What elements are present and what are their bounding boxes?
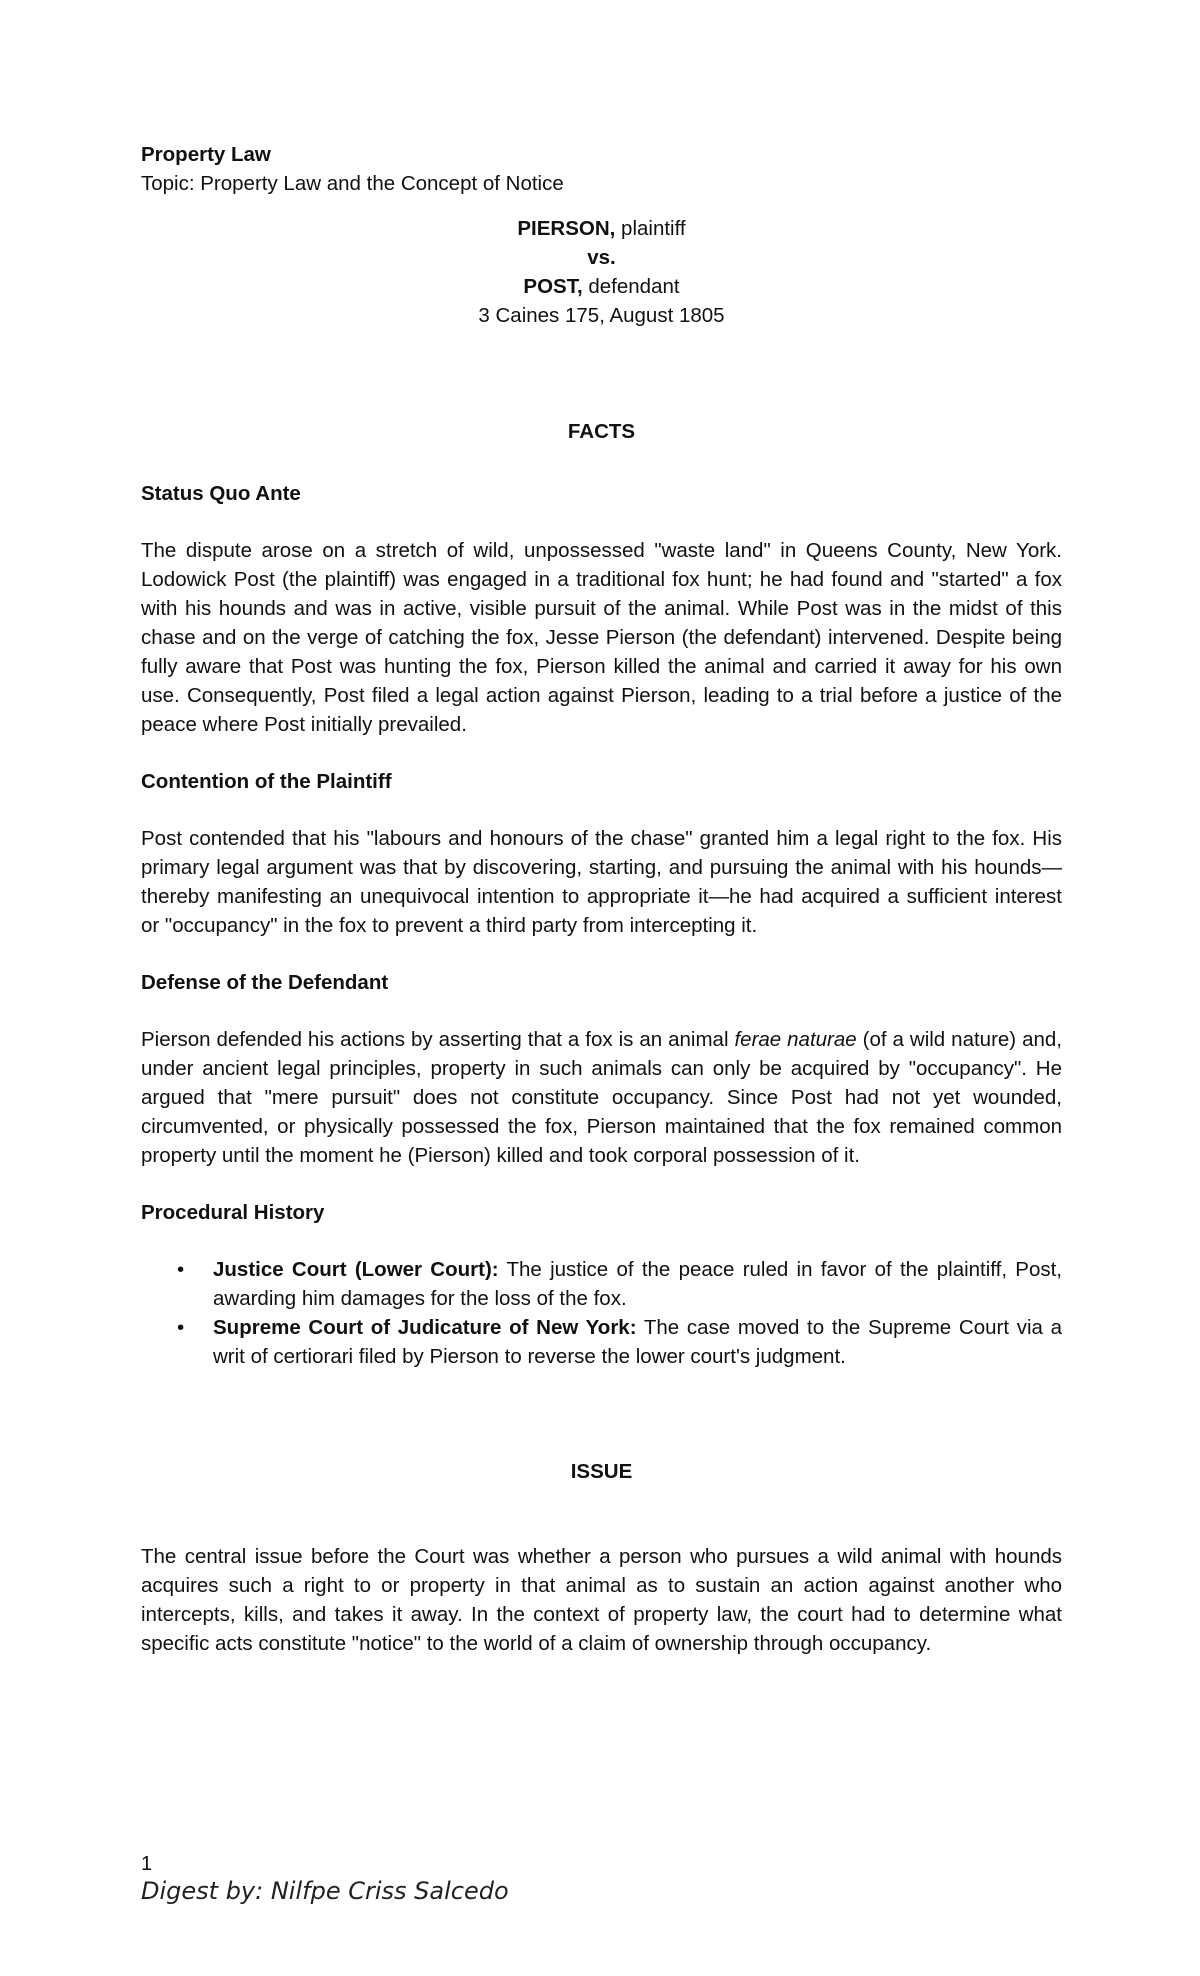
plaintiff-contention-paragraph: Post contended that his "labours and honours of the chase" granted him a legal right to the fox. His primary legal argument was that by discovering, starting, and pursuing the animal with his hounds—thereby manifesting an unequivocal intention to appropriate it—he had acquired a sufficient interest or "occupancy" in the fox to prevent a third party from intercepting it. [141,827,1062,937]
page-number: 1 [141,1853,153,1875]
defense-text-before: Pierson defended his actions by asserting that a fox is an animal [141,1028,735,1051]
procedural-history-list [141,1255,1062,1371]
defense-text-after: (of a wild nature) and, under ancient legal principles, property in such animals can only be acquired by "occupancy". He argued that "mere pursuit" does not constitute occupancy. Since Post had not yet wounded, circumvented, or physically possessed the fox, Pierson maintained that the fox remained common property until the moment he (Pierson) killed and took corporal possession of it. [141,1028,1062,1167]
case-citation: 3 Caines 175, August 1805 [478,304,725,327]
defense-heading: Defense of the Defendant [141,971,389,994]
facts-title: FACTS [567,420,636,443]
list-item-label: Justice Court (Lower Court): [213,1258,499,1281]
list-item [177,1313,1062,1371]
plaintiff-contention-heading: Contention of the Plaintiff [141,770,392,793]
defense-latin-term: ferae naturae [734,1028,857,1051]
status-quo-heading: Status Quo Ante [141,482,301,505]
procedural-history-heading: Procedural History [141,1201,325,1224]
bullet-icon: • [177,1316,185,1339]
list-item-text: The case moved to the Supreme Court via a writ of certiorari filed by Pierson to reverse the lower court's judgment. [213,1316,1062,1368]
case-caption [141,214,1062,330]
defendant-role: defendant [582,275,680,298]
list-item-label: Supreme Court of Judicature of New York: [213,1316,637,1339]
document-body [141,140,1062,1658]
digest-credit: Digest by: Nilfpe Criss Salcedo [141,1877,509,1905]
defendant-line [141,272,1062,301]
topic-line: Topic: Property Law and the Concept of Notice [141,172,564,195]
defendant-name: POST, [523,275,583,298]
bullet-icon: • [177,1258,185,1281]
plaintiff-role: plaintiff [615,217,686,240]
defense-paragraph [141,1025,1062,1170]
list-item [177,1255,1062,1313]
status-quo-paragraph: The dispute arose on a stretch of wild, unpossessed "waste land" in Queens County, New York. Lodowick Post (the plaintiff) was engaged in a traditional fox hunt; he had found and "started" a fox with his hounds and was in active, visible pursuit of the animal. While Post was in the midst of this chase and on the verge of catching the fox, Jesse Pierson (the defendant) intervened. Despite being fully aware that Post was hunting the fox, Pierson killed the animal and carried it away for his own use. Consequently, Post filed a legal action against Pierson, leading to a trial before a justice of the peace where Post initially prevailed. [141,539,1062,736]
plaintiff-line [141,214,1062,243]
issue-title: ISSUE [570,1460,633,1483]
versus: vs. [587,246,616,269]
list-item-text: The justice of the peace ruled in favor of the plaintiff, Post, awarding him damages for the loss of the fox. [213,1258,1062,1310]
course-title: Property Law [141,143,271,166]
plaintiff-name: PIERSON, [517,217,616,240]
issue-paragraph: The central issue before the Court was whether a person who pursues a wild animal with hounds acquires such a right to or property in that animal as to sustain an action against another who intercepts, kills, and takes it away. In the context of property law, the court had to determine what specific acts constitute "notice" to the world of a claim of ownership through occupancy. [141,1545,1062,1655]
page-footer [141,1852,1062,1906]
